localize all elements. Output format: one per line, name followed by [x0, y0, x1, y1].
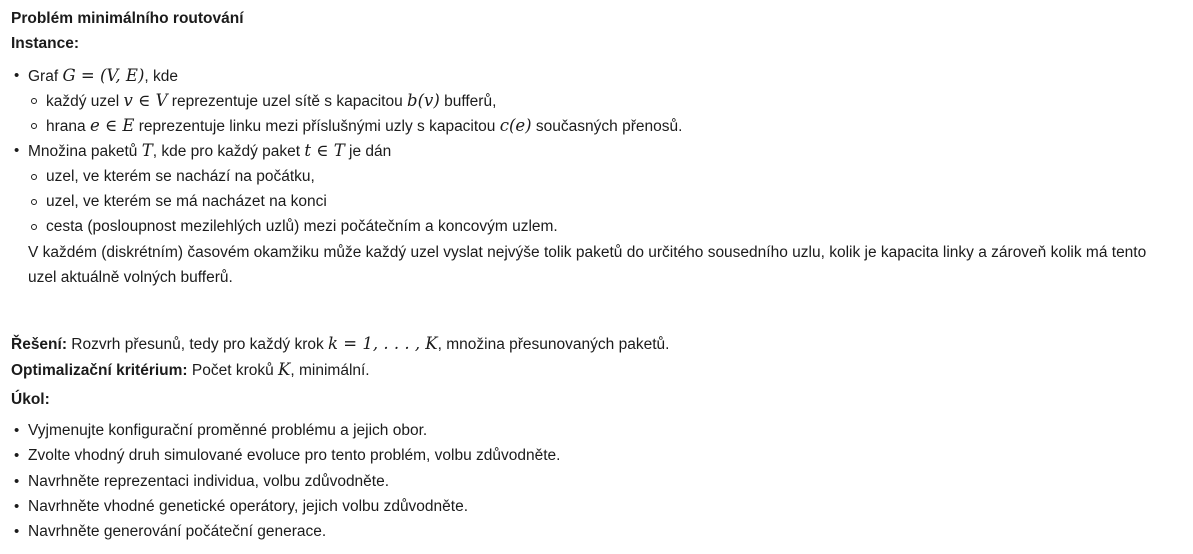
graph-suffix: , kde	[144, 67, 178, 85]
task-list	[11, 418, 1181, 544]
packets-math: T	[141, 141, 153, 161]
list-subitem-path: cesta (posloupnost mezilehlých uzlů) mezi počátečním a koncovým uzlem.	[11, 214, 1181, 239]
criterion-line	[11, 357, 1181, 382]
solution-post: , množina přesunovaných paketů.	[437, 336, 670, 354]
instance-heading: Instance:	[11, 35, 80, 53]
criterion-pre: Počet kroků	[187, 361, 279, 379]
task-item-operators: • Navrhněte vhodné genetické operátory, jejich volbu zdůvodněte.	[11, 494, 1181, 519]
edge-math: e ∈ E	[89, 116, 135, 136]
edge-mid: reprezentuje linku mezi příslušnými uzly s kapacitou	[134, 118, 500, 136]
task-item-variables: • Vyjmenujte konfigurační proměnné problému a jejich obor.	[11, 418, 1181, 443]
capacity-note: V každém (diskrétním) časovém okamžiku může každý uzel vyslat nejvýše tolik paketů do určitého sousedního uzlu, kolik je kapacita linky a zároveň kolik má tento uzel aktuálně volných bufferů.	[28, 243, 1147, 286]
graph-prefix: Graf	[28, 67, 63, 85]
criterion-post: , minimální.	[290, 361, 370, 379]
packets-suffix: je dán	[344, 143, 392, 161]
solution-pre: Rozvrh přesunů, tedy pro každý krok	[67, 336, 329, 354]
list-subitem-node	[11, 88, 1181, 113]
edge-pre: hrana	[46, 118, 90, 136]
list-item-packets	[11, 138, 1181, 163]
criterion-label: Optimalizační kritérium:	[11, 361, 188, 379]
packet-math: t ∈ T	[304, 141, 345, 161]
node-pre: každý uzel	[46, 92, 124, 110]
task-item-initial-generation: • Navrhněte generování počáteční generace.	[11, 519, 1181, 544]
list-subitem-edge	[11, 113, 1181, 138]
list-item-graph	[11, 63, 1181, 88]
node-post: bufferů,	[439, 92, 497, 110]
graph-math: G = (V, E)	[62, 65, 145, 85]
node-capacity-math: b(v)	[407, 90, 440, 110]
task-item-representation: • Navrhněte reprezentaci individua, volbu zdůvodněte.	[11, 469, 1181, 494]
list-subitem-end-node: uzel, ve kterém se má nacházet na konci	[11, 189, 1181, 214]
instance-list	[11, 63, 1181, 240]
task-item-evolution-type: • Zvolte vhodný druh simulované evoluce pro tento problém, volbu zdůvodněte.	[11, 443, 1181, 468]
document-body	[11, 6, 1181, 545]
solution-math: k = 1, . . . , K	[328, 334, 438, 354]
packets-mid: , kde pro každý paket	[152, 143, 305, 161]
solution-label: Řešení:	[11, 336, 67, 354]
edge-post: současných přenosů.	[531, 118, 683, 136]
node-math: v ∈ V	[123, 90, 168, 110]
task-heading: Úkol:	[11, 390, 50, 408]
node-mid: reprezentuje uzel sítě s kapacitou	[167, 92, 408, 110]
problem-title: Problém minimálního routování	[11, 10, 244, 27]
criterion-math: K	[278, 359, 291, 379]
edge-capacity-math: c(e)	[499, 116, 532, 136]
list-subitem-start-node: uzel, ve kterém se nachází na počátku,	[11, 164, 1181, 189]
packets-prefix: Množina paketů	[28, 143, 142, 161]
solution-line	[11, 331, 1181, 356]
